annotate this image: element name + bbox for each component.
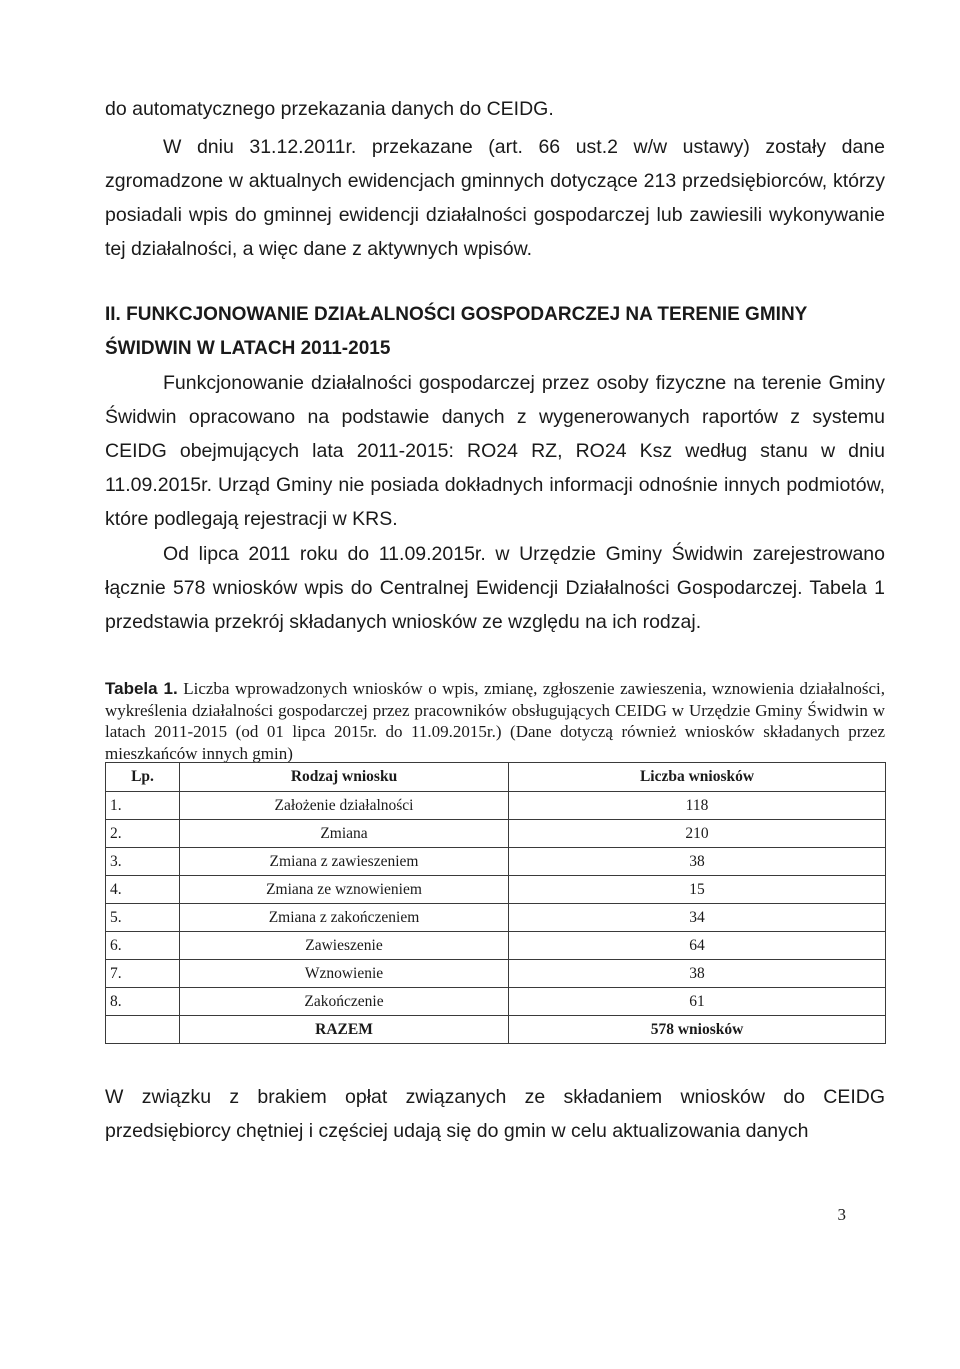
row-count-cell: 34 <box>509 904 886 932</box>
table-total-row <box>106 1016 886 1044</box>
table-row <box>106 932 886 960</box>
row-lp-cell: 1. <box>106 792 180 820</box>
table-row <box>106 876 886 904</box>
table-caption-text: Liczba wprowadzonych wniosków o wpis, zmianę, zgłoszenie zawieszenia, wznowienia działalności, wykreślenia działalności gospodarczej przez pracowników obsługujących CEIDG w Urzędzie Gminy Świdwin w latach 2011-2015 (od 01 lipca 2015r. do 11.09.2015r.) (Dane dotyczą również wniosków składanych przez mieszkańców innych gmin) <box>105 679 885 763</box>
total-empty-cell <box>106 1016 180 1044</box>
paragraph-ceidg-transfer: W dniu 31.12.2011r. przekazane (art. 66 ust.2 w/w ustawy) zostały dane zgromadzone w aktualnych ewidencjach gminnych dotyczące 213 przedsiębiorców, którzy posiadali wpis do gminnej ewidencji działalności gospodarczej lub zawiesili wykonywanie tej działalności, a więc dane z aktywnych wpisów. <box>105 136 885 260</box>
row-type-cell: Zakończenie <box>180 988 509 1016</box>
row-lp-cell: 6. <box>106 932 180 960</box>
row-count-cell: 118 <box>509 792 886 820</box>
row-type-cell: Zawieszenie <box>180 932 509 960</box>
row-type-cell: Zmiana z zawieszeniem <box>180 848 509 876</box>
total-value: 578 wniosków <box>509 1016 886 1044</box>
paragraph-conclusion: W związku z brakiem opłat związanych ze składaniem wniosków do CEIDG przedsiębiorcy chętniej i częściej udają się do gmin w celu aktualizowania danych <box>105 1086 885 1142</box>
header-count: Liczba wniosków <box>509 763 886 792</box>
row-lp-cell: 2. <box>106 820 180 848</box>
row-count-cell: 15 <box>509 876 886 904</box>
table-row <box>106 904 886 932</box>
row-count-cell: 210 <box>509 820 886 848</box>
paragraph-applications: Od lipca 2011 roku do 11.09.2015r. w Urzędzie Gminy Świdwin zarejestrowano łącznie 578 wniosków wpis do Centralnej Ewidencji Działalności Gospodarczej. Tabela 1 przedstawia przekrój składanych wniosków ze względu na ich rodzaj. <box>105 543 885 633</box>
table-row <box>106 820 886 848</box>
header-lp: Lp. <box>106 763 180 792</box>
row-count-cell: 38 <box>509 960 886 988</box>
row-type-cell: Założenie działalności <box>180 792 509 820</box>
table-row <box>106 988 886 1016</box>
applications-table <box>105 762 886 1044</box>
table-label: Tabela 1. <box>105 679 178 698</box>
row-count-cell: 64 <box>509 932 886 960</box>
table-row <box>106 960 886 988</box>
paragraph-continuation: do automatycznego przekazania danych do CEIDG. <box>105 98 554 120</box>
row-type-cell: Zmiana z zakończeniem <box>180 904 509 932</box>
paragraph-functioning: Funkcjonowanie działalności gospodarczej przez osoby fizyczne na terenie Gminy Świdwin opracowano na podstawie danych z wygenerowanych raportów z systemu CEIDG obejmujących lata 2011-2015: RO24 RZ, RO24 Ksz według stanu w dniu 11.09.2015r. Urząd Gminy nie posiada dokładnych informacji odnośnie innych podmiotów, które podlegają rejestracji w KRS. <box>105 372 885 530</box>
row-count-cell: 38 <box>509 848 886 876</box>
row-lp-cell: 4. <box>106 876 180 904</box>
page-number: 3 <box>837 1205 846 1224</box>
table-caption <box>105 678 885 764</box>
row-lp-cell: 8. <box>106 988 180 1016</box>
total-label: RAZEM <box>180 1016 509 1044</box>
row-type-cell: Zmiana ze wznowieniem <box>180 876 509 904</box>
row-lp-cell: 5. <box>106 904 180 932</box>
row-count-cell: 61 <box>509 988 886 1016</box>
section-heading: II. FUNKCJONOWANIE DZIAŁALNOŚCI GOSPODARCZEJ NA TERENIE GMINY ŚWIDWIN W LATACH 2011-2015 <box>105 304 807 359</box>
row-lp-cell: 3. <box>106 848 180 876</box>
row-type-cell: Wznowienie <box>180 960 509 988</box>
table-header-row <box>106 763 886 792</box>
table-row <box>106 792 886 820</box>
row-lp-cell: 7. <box>106 960 180 988</box>
header-type: Rodzaj wniosku <box>180 763 509 792</box>
row-type-cell: Zmiana <box>180 820 509 848</box>
table-row <box>106 848 886 876</box>
